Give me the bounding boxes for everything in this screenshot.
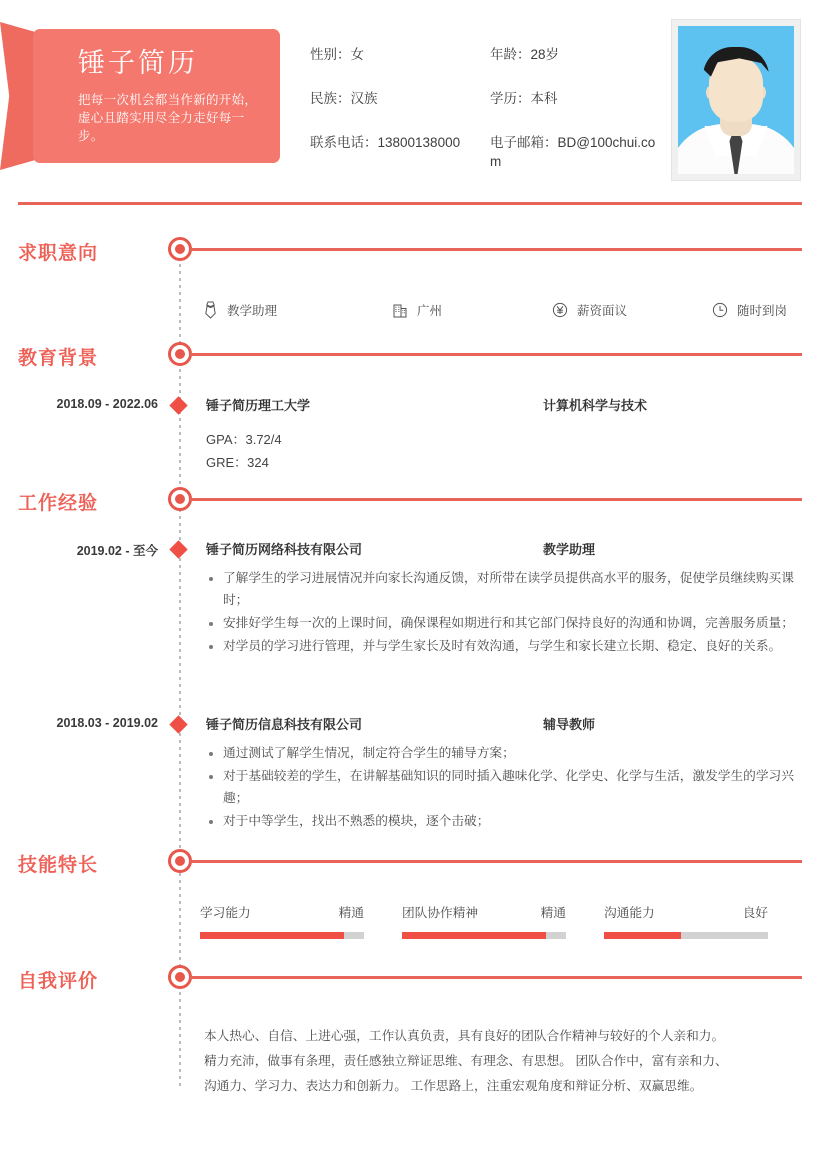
skill-progress-track xyxy=(604,932,768,939)
timeline-diamond-icon xyxy=(169,396,187,414)
self-evaluation-text xyxy=(204,1024,802,1098)
info-phone: 联系电话：13800138000 xyxy=(310,135,461,151)
work-bullet: 对于基础较差的学生，在讲解基础知识的同时插入趣味化学、化学史、化学与生活，激发学生的学习兴趣； xyxy=(206,766,806,810)
work-bullets xyxy=(206,568,806,657)
info-ethnicity: 民族：汉族 xyxy=(310,91,378,107)
info-email: 电子邮箱：BD@100chui.com xyxy=(490,135,656,169)
work-date: 2018.03 - 2019.02 xyxy=(56,716,158,730)
section-rule xyxy=(190,353,802,356)
photo-frame xyxy=(672,20,800,180)
timeline-spine xyxy=(179,250,181,1090)
work-bullet: 通过测试了解学生情况，制定符合学生的辅导方案； xyxy=(206,743,806,765)
skill-header xyxy=(604,902,768,921)
skill-progress-fill xyxy=(604,932,681,939)
work-title: 教学助理 xyxy=(543,542,596,557)
intent-item-salary xyxy=(550,300,710,320)
work-date: 2019.02 - 至今 xyxy=(76,544,158,558)
self-evaluation-line: 本人热心、自信、上进心强，工作认真负责，具有良好的团队合作精神与较好的个人亲和力。 xyxy=(204,1029,725,1043)
candidate-name: 锤子简历 xyxy=(78,48,198,78)
skill-name: 学习能力 xyxy=(200,906,251,920)
education-gre: GRE：324 xyxy=(206,454,269,470)
skill-header xyxy=(402,902,566,921)
info-row xyxy=(310,46,660,64)
section-title-education: 教育背景 xyxy=(18,348,99,369)
yen-icon xyxy=(550,300,570,320)
section-title-job-intention: 求职意向 xyxy=(18,243,99,264)
section-marker xyxy=(168,487,192,511)
work-body xyxy=(206,539,806,658)
section-marker xyxy=(168,849,192,873)
skill-item xyxy=(604,902,806,939)
intent-city-label: 广州 xyxy=(417,304,443,318)
section-marker xyxy=(168,965,192,989)
section-title-self-evaluation: 自我评价 xyxy=(18,971,99,992)
info-education-level: 学历：本科 xyxy=(490,91,558,107)
education-date: 2018.09 - 2022.06 xyxy=(56,397,158,411)
info-row xyxy=(310,90,660,108)
skill-name: 沟通能力 xyxy=(604,906,655,920)
skill-item xyxy=(402,902,604,939)
work-bullet: 了解学生的学习进展情况并向家长沟通反馈，对所带在读学员提供高水平的服务，促使学员继续购买课时； xyxy=(206,568,806,612)
self-evaluation-line: 沟通力、学习力、表达力和创新力。 工作思路上，注重宏观角度和辩证分析、双赢思维。 xyxy=(204,1078,703,1093)
work-company: 锤子简历网络科技有限公司 xyxy=(206,542,363,557)
info-gender: 性别：女 xyxy=(310,47,364,62)
self-evaluation-line: 精力充沛，做事有条理，责任感独立辩证思维、有理念、有思想。 团队合作中，富有亲和力、 xyxy=(204,1053,728,1068)
skill-item xyxy=(200,902,402,939)
section-rule xyxy=(190,498,802,501)
work-headline xyxy=(206,539,806,559)
section-marker xyxy=(168,342,192,366)
section-title-work-experience: 工作经验 xyxy=(18,493,99,514)
work-bullet: 对学员的学习进行管理，并与学生家长及时有效沟通，与学生和家长建立长期、稳定、良好的关系。 xyxy=(206,636,806,658)
skills-list xyxy=(200,902,806,939)
skill-level: 精通 xyxy=(540,906,566,920)
education-school: 锤子简历理工大学 xyxy=(206,398,311,413)
intent-position-label: 教学助理 xyxy=(227,304,278,318)
section-rule xyxy=(190,860,802,863)
resume-header xyxy=(0,0,820,204)
contact-info xyxy=(310,46,660,171)
job-intention-items xyxy=(200,300,805,320)
education-gpa: GPA：3.72/4 xyxy=(206,432,282,447)
work-bullets xyxy=(206,743,806,832)
intent-salary-label: 薪资面议 xyxy=(577,304,628,318)
building-icon xyxy=(390,300,410,320)
intent-availability-label: 随时到岗 xyxy=(737,304,788,318)
header-divider xyxy=(18,202,802,205)
skill-header xyxy=(200,902,364,921)
skill-level: 良好 xyxy=(742,906,768,920)
skill-progress-track xyxy=(402,932,566,939)
work-headline xyxy=(206,714,806,734)
skill-level: 精通 xyxy=(338,906,364,920)
avatar xyxy=(678,26,794,174)
candidate-motto: 把每一次机会都当作新的开始，虚心且踏实用尽全力走好每一步。 xyxy=(78,93,258,144)
info-row xyxy=(310,134,660,170)
skill-progress-fill xyxy=(402,932,546,939)
section-rule xyxy=(190,976,802,979)
education-body xyxy=(206,395,806,475)
education-details xyxy=(206,429,806,475)
skill-progress-track xyxy=(200,932,364,939)
work-company: 锤子简历信息科技有限公司 xyxy=(206,717,363,732)
timeline-diamond-icon xyxy=(169,715,187,733)
clock-icon xyxy=(710,300,730,320)
portrait-face xyxy=(709,56,763,122)
work-bullet: 安排好学生每一次的上课时间，确保课程如期进行和其它部门保持良好的沟通和协调，完善服务质量； xyxy=(206,613,806,635)
education-headline xyxy=(206,395,806,415)
intent-item-city xyxy=(390,300,550,320)
skill-progress-fill xyxy=(200,932,344,939)
skill-name: 团队协作精神 xyxy=(402,906,479,920)
timeline-diamond-icon xyxy=(169,540,187,558)
intent-item-position xyxy=(200,300,390,320)
section-title-skills: 技能特长 xyxy=(18,855,99,876)
work-body xyxy=(206,714,806,833)
intent-item-availability xyxy=(710,300,787,320)
section-marker xyxy=(168,237,192,261)
work-title: 辅导教师 xyxy=(543,717,596,732)
education-major: 计算机科学与技术 xyxy=(543,398,648,413)
tie-icon xyxy=(200,300,220,320)
section-rule xyxy=(190,248,802,251)
work-bullet: 对于中等学生，找出不熟悉的模块，逐个击破； xyxy=(206,811,806,833)
info-age: 年龄：28岁 xyxy=(490,47,560,62)
